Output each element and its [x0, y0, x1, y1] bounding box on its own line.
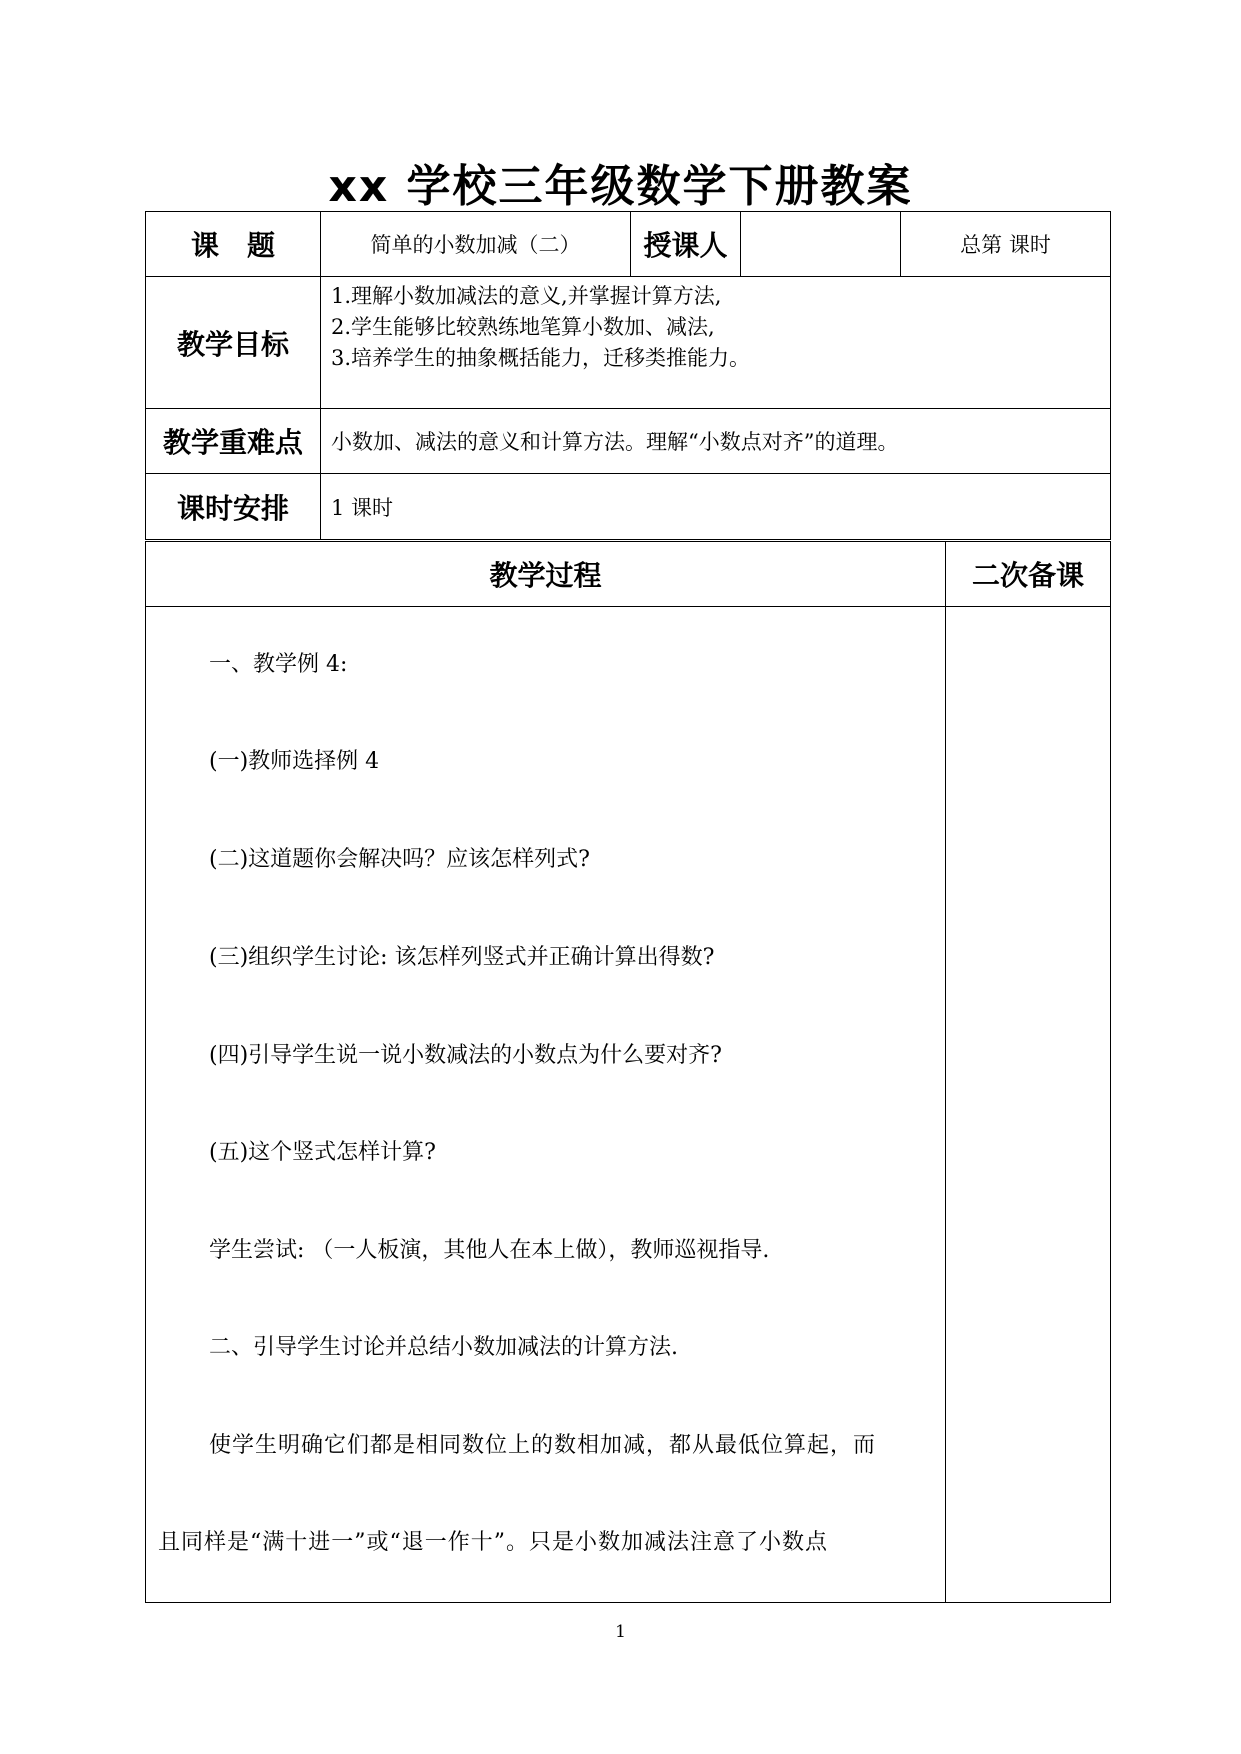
keypoints-label: 教学重难点: [146, 409, 321, 474]
goals-list: [321, 277, 1111, 409]
topic-value: 简单的小数加减（二）: [321, 212, 631, 277]
process-line: 使学生明确它们都是相同数位上的数相加减，都从最低位算起，而: [209, 1433, 877, 1458]
process-line: 学生尝试: （一人板演，其他人在本上做），教师巡视指导.: [209, 1238, 770, 1263]
process-header: 教学过程: [146, 542, 946, 607]
keypoints-row: [146, 409, 1111, 474]
process-line: 二、引导学生讨论并总结小数加减法的计算方法.: [209, 1335, 678, 1360]
process-line: (三)组织学生讨论: 该怎样列竖式并正确计算出得数?: [209, 945, 715, 970]
process-body-row: [146, 607, 1111, 1603]
second-prep-header: 二次备课: [946, 542, 1111, 607]
goals-label: 教学目标: [146, 277, 321, 409]
process-line: 一、教学例 4:: [209, 652, 348, 677]
process-content: [146, 607, 946, 1603]
goal-item: 1.理解小数加减法的意义,并掌握计算方法,: [331, 284, 722, 308]
goal-item: 2.学生能够比较熟练地笔算小数加、减法,: [331, 315, 715, 339]
teaching-process-table: [145, 541, 1111, 1603]
process-line: (四)引导学生说一说小数减法的小数点为什么要对齐?: [209, 1043, 722, 1068]
topic-label: 课 题: [146, 212, 321, 277]
topic-row: [146, 212, 1111, 277]
process-line: (二)这道题你会解决吗？应该怎样列式?: [209, 847, 590, 872]
teacher-label: 授课人: [631, 212, 741, 277]
schedule-row: [146, 474, 1111, 540]
schedule-label: 课时安排: [146, 474, 321, 540]
teacher-value: [741, 212, 901, 277]
process-header-row: [146, 542, 1111, 607]
page-title: xx 学校三年级数学下册教案: [328, 161, 913, 212]
lesson-info-table: [145, 211, 1111, 540]
keypoints-value: 小数加、减法的意义和计算方法。理解“小数点对齐”的道理。: [321, 409, 1111, 474]
process-line: 且同样是“满十进一”或“退一作十”。只是小数加减法注意了小数点: [158, 1530, 828, 1555]
process-line: (一)教师选择例 4: [209, 749, 380, 774]
goals-row: [146, 277, 1111, 409]
total-lessons-label: 总第 课时: [901, 212, 1111, 277]
process-line: (五)这个竖式怎样计算?: [209, 1140, 436, 1165]
schedule-value: 1 课时: [321, 474, 1111, 540]
goal-item: 3.培养学生的抽象概括能力，迁移类推能力。: [331, 346, 751, 370]
second-prep-notes: [946, 607, 1111, 1603]
page-number: 1: [615, 1622, 626, 1642]
